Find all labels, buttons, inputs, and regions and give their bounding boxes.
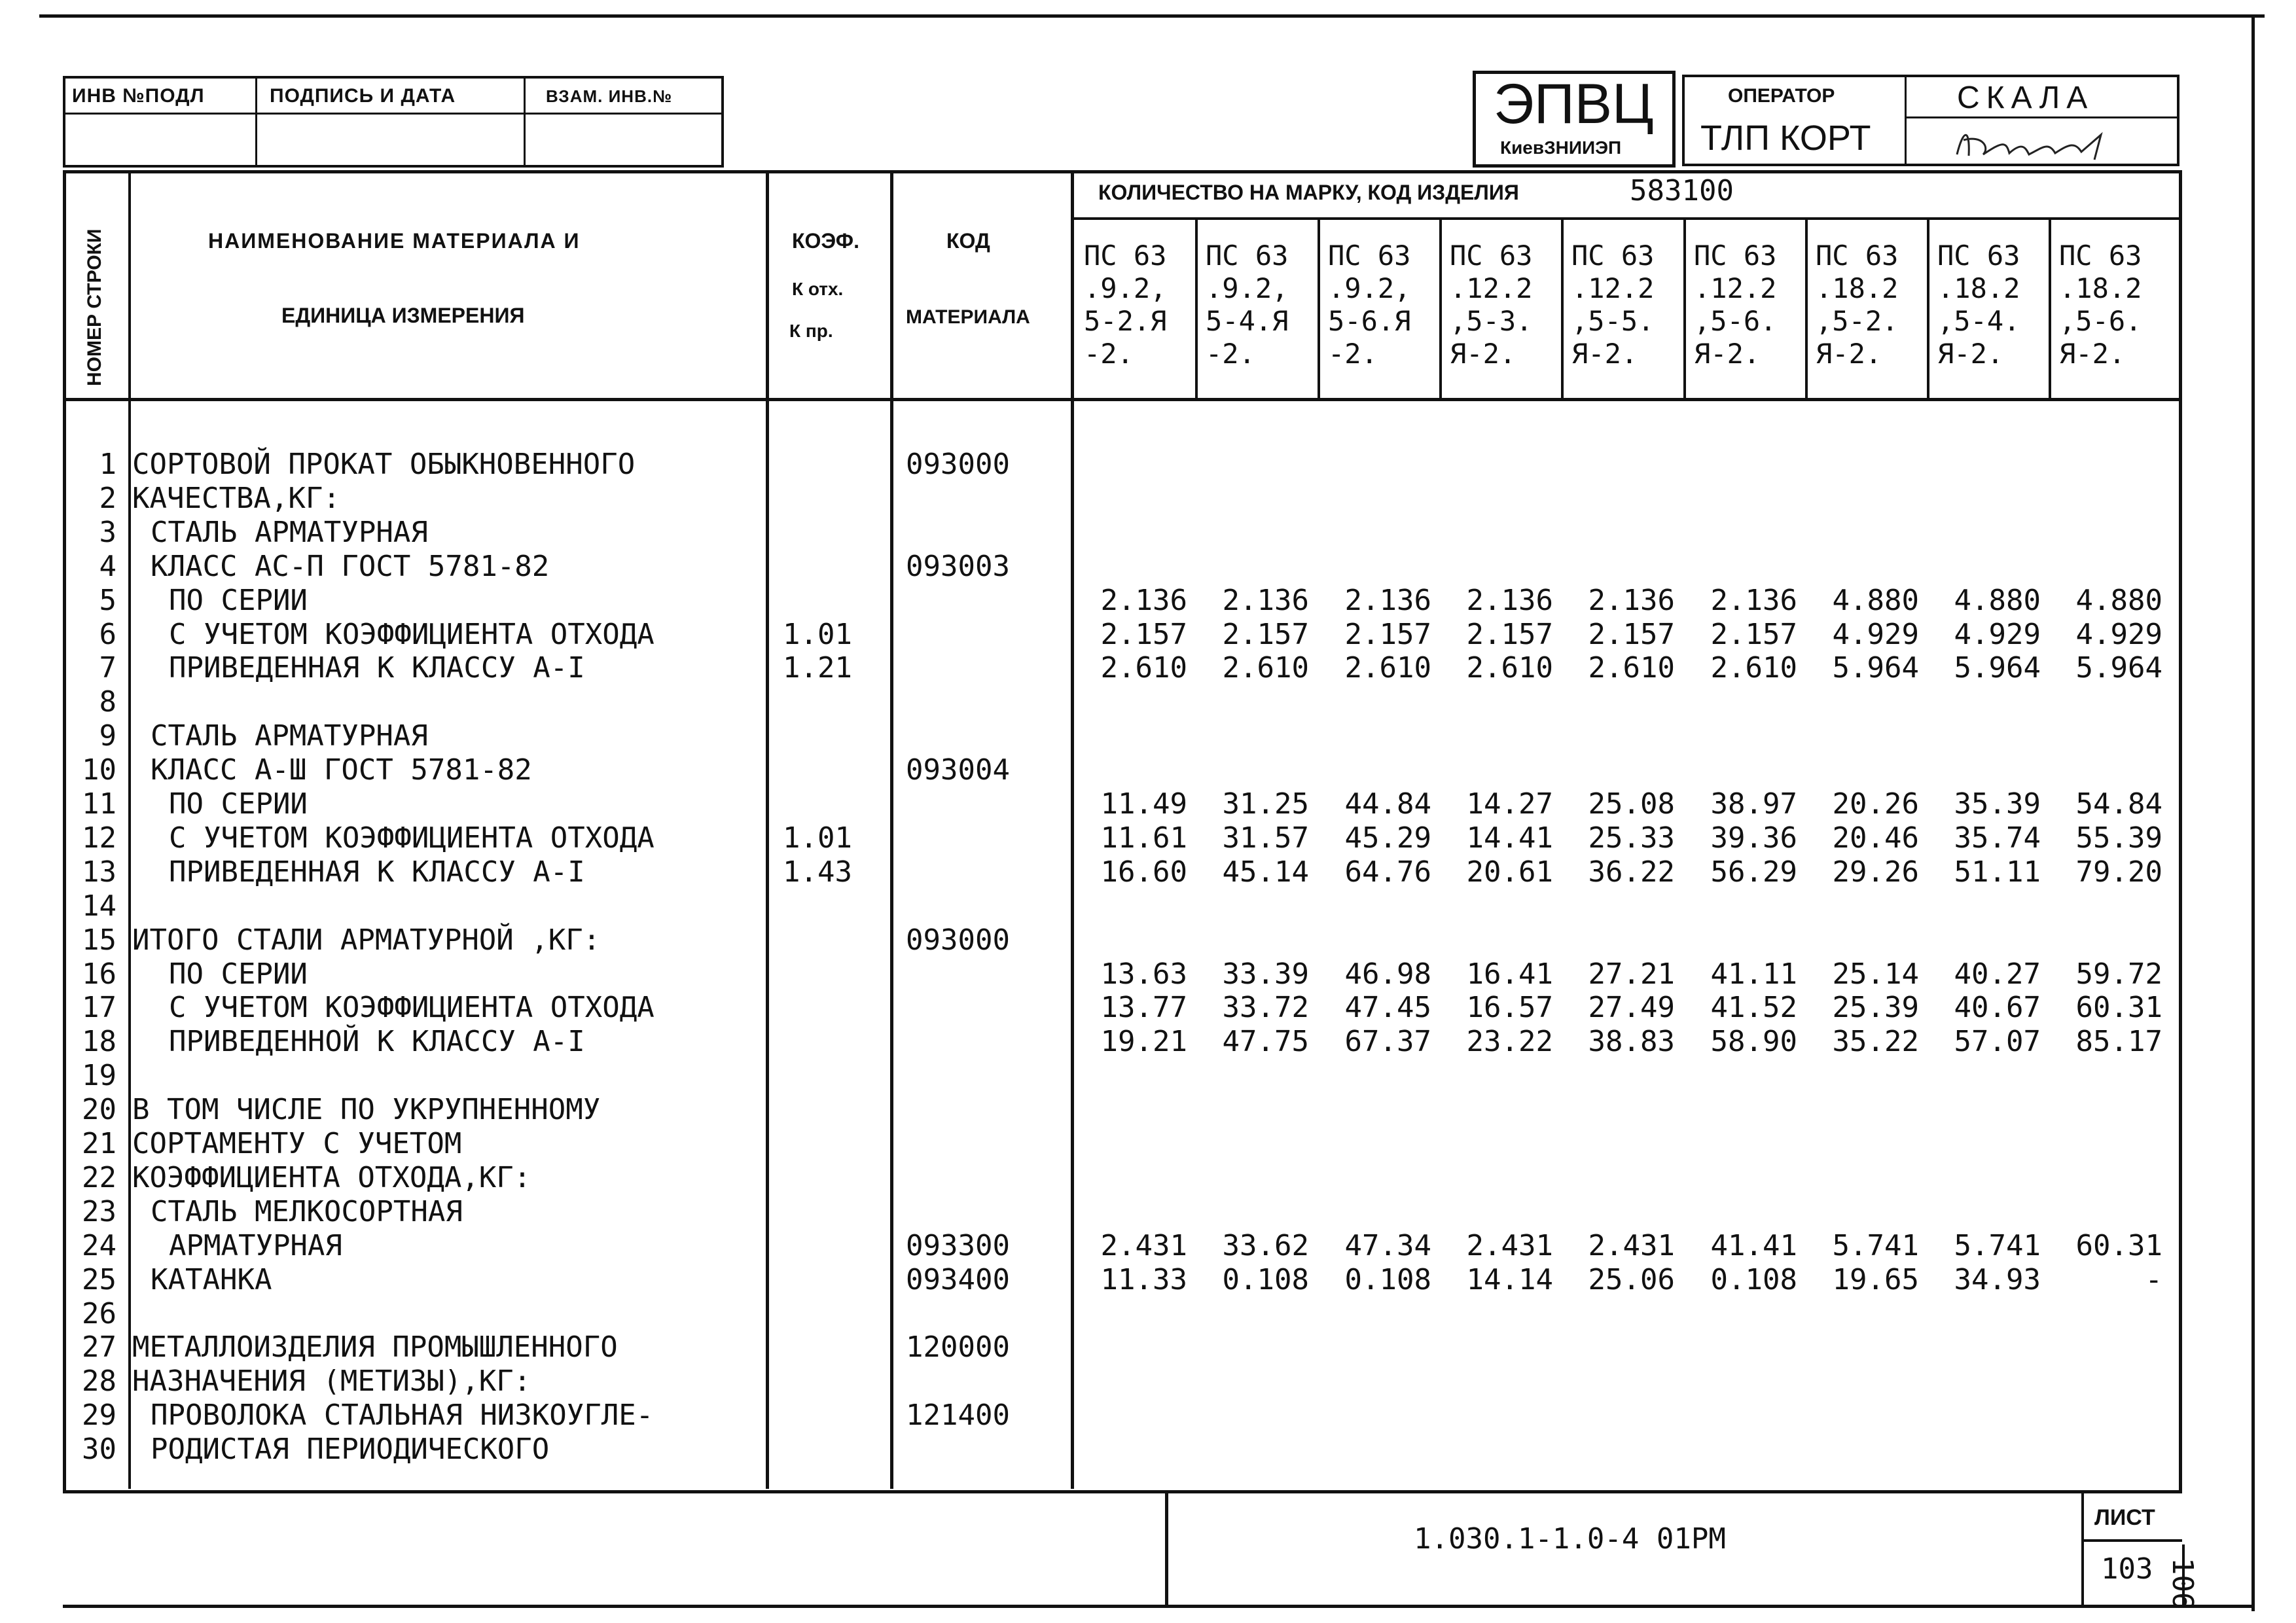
operator-label: ОПЕРАТОР <box>1728 85 1835 107</box>
row-number: 9 <box>99 719 117 753</box>
product-column-header-line: ,5-6. <box>2059 305 2142 337</box>
product-column-header-line: .9.2, <box>1206 272 1289 304</box>
quantity-value: 0.108 <box>1344 1263 1431 1296</box>
coefficient: 1.43 <box>783 855 852 889</box>
product-column-header-line: .9.2, <box>1084 272 1167 304</box>
row-number: 14 <box>82 889 117 923</box>
quantity-value: 47.75 <box>1222 1025 1309 1058</box>
quantity-value: 40.27 <box>1954 957 2041 991</box>
product-column-header-line: Я-2. <box>1816 338 1882 370</box>
quantity-value: 5.964 <box>1954 651 2041 685</box>
product-col-sep <box>1805 220 1808 401</box>
product-column-header-line: -2. <box>1084 338 1134 370</box>
quantity-value: 2.157 <box>1344 618 1431 651</box>
quantity-value: 2.431 <box>1466 1229 1553 1262</box>
material-name: МЕТАЛЛОИЗДЕЛИЯ ПРОМЫШЛЕННОГО <box>132 1330 618 1364</box>
quantity-value: 14.14 <box>1466 1263 1553 1296</box>
quantity-value: 0.108 <box>1710 1263 1797 1296</box>
quantity-value: 57.07 <box>1954 1025 2041 1058</box>
product-column-header <box>1816 240 1898 370</box>
name-header-line1: НАИМЕНОВАНИЕ МАТЕРИАЛА И <box>208 229 581 253</box>
quantity-value: 2.136 <box>1344 584 1431 617</box>
row-number: 28 <box>82 1364 117 1398</box>
footer-sheet-sep <box>2081 1492 2084 1607</box>
quantity-value: 79.20 <box>2075 855 2162 889</box>
quantity-value: 2.431 <box>1588 1229 1675 1262</box>
sheet-label: ЛИСТ <box>2094 1505 2155 1530</box>
quantity-value: 45.14 <box>1222 855 1309 889</box>
row-number: 21 <box>82 1127 117 1160</box>
row-number: 7 <box>99 651 117 685</box>
product-column-header-line: ПС 63 <box>1328 240 1411 272</box>
coef-header-line3: К пр. <box>789 321 833 341</box>
row-number: 23 <box>82 1195 117 1228</box>
quantity-value: 5.741 <box>1954 1229 2041 1262</box>
coefficient: 1.21 <box>783 651 852 685</box>
quantity-value: 67.37 <box>1344 1025 1431 1058</box>
row-number: 26 <box>82 1297 117 1330</box>
quantity-value: 2.610 <box>1344 651 1431 685</box>
row-number: 24 <box>82 1229 117 1262</box>
product-column-header-line: ПС 63 <box>1816 240 1899 272</box>
product-column-header-line: Я-2. <box>1450 338 1516 370</box>
product-column-header-line: .12.2 <box>1450 272 1533 304</box>
material-name: КОЭФФИЦИЕНТА ОТХОДА,КГ: <box>132 1161 531 1194</box>
header-divider <box>63 398 2182 401</box>
quantity-value: 47.45 <box>1344 991 1431 1024</box>
quantity-value: 16.41 <box>1466 957 1553 991</box>
quantity-value: 27.49 <box>1588 991 1675 1024</box>
row-number: 22 <box>82 1161 117 1194</box>
product-column-header-line: .18.2 <box>2059 272 2142 304</box>
quantity-value: 25.33 <box>1588 821 1675 855</box>
coef-header-line1: КОЭФ. <box>792 229 859 253</box>
material-name: В ТОМ ЧИСЛЕ ПО УКРУПНЕННОМУ <box>132 1093 601 1126</box>
product-column-header-line: ,5-5. <box>1571 305 1655 337</box>
quantity-value: 5.964 <box>1832 651 1919 685</box>
quantity-value: 2.610 <box>1222 651 1309 685</box>
quantity-value: - <box>2145 1263 2162 1296</box>
quantity-value: 34.93 <box>1954 1263 2041 1296</box>
row-number: 18 <box>82 1025 117 1058</box>
product-col-sep <box>1683 220 1686 401</box>
material-name: НАЗНАЧЕНИЯ (МЕТИЗЫ),КГ: <box>132 1364 531 1398</box>
quantity-value: 25.14 <box>1832 957 1919 991</box>
row-number: 13 <box>82 855 117 889</box>
coefficient: 1.01 <box>783 618 852 651</box>
quantity-value: 25.08 <box>1588 787 1675 821</box>
product-col-sep <box>1927 220 1929 401</box>
product-column-header-line: -2. <box>1206 338 1255 370</box>
material-name: КАЧЕСТВА,КГ: <box>132 482 340 515</box>
quantity-value: 2.157 <box>1710 618 1797 651</box>
material-name: СТАЛЬ АРМАТУРНАЯ <box>151 516 428 549</box>
org-subtitle: КиевЗНИИЭП <box>1500 137 1622 158</box>
quantity-value: 39.36 <box>1710 821 1797 855</box>
quantity-value: 4.929 <box>1954 618 2041 651</box>
quantity-value: 36.22 <box>1588 855 1675 889</box>
product-column-header <box>2059 240 2142 370</box>
product-column-header-line: Я-2. <box>2059 338 2126 370</box>
material-name: С УЧЕТОМ КОЭФФИЦИЕНТА ОТХОДА <box>169 991 655 1024</box>
quantity-value: 2.157 <box>1100 618 1187 651</box>
product-column-header-line: Я-2. <box>1694 338 1761 370</box>
row-number: 27 <box>82 1330 117 1364</box>
quantity-value: 2.157 <box>1222 618 1309 651</box>
material-name: ПРИВЕДЕННОЙ К КЛАССУ А-I <box>169 1025 585 1058</box>
row-number: 6 <box>99 618 117 651</box>
quantity-value: 31.25 <box>1222 787 1309 821</box>
quantity-value: 2.431 <box>1100 1229 1187 1262</box>
row-number: 17 <box>82 991 117 1024</box>
quantity-value: 29.26 <box>1832 855 1919 889</box>
product-column-header <box>1450 240 1532 370</box>
footer-sep <box>1165 1492 1168 1607</box>
row-number: 25 <box>82 1263 117 1296</box>
material-code: 120000 <box>906 1330 1010 1364</box>
quantity-value: 40.67 <box>1954 991 2041 1024</box>
material-name: ПРОВОЛОКА СТАЛЬНАЯ НИЗКОУГЛЕ- <box>151 1399 654 1432</box>
material-name: АРМАТУРНАЯ <box>169 1229 342 1262</box>
product-column-header-line: .18.2 <box>1816 272 1899 304</box>
material-code: 093000 <box>906 448 1010 481</box>
row-number-header: НОМЕР СТРОКИ <box>84 228 105 386</box>
col-sep-num <box>128 170 131 1489</box>
qty-header: КОЛИЧЕСТВО НА МАРКУ, КОД ИЗДЕЛИЯ <box>1098 181 1519 204</box>
quantity-value: 14.27 <box>1466 787 1553 821</box>
product-column-header-line: Я-2. <box>1937 338 2004 370</box>
quantity-value: 33.62 <box>1222 1229 1309 1262</box>
product-col-sep <box>1318 220 1320 401</box>
quantity-value: 19.65 <box>1832 1263 1919 1296</box>
quantity-value: 4.880 <box>1832 584 1919 617</box>
quantity-value: 5.741 <box>1832 1229 1919 1262</box>
product-column-header-line: .9.2, <box>1328 272 1411 304</box>
material-name: СТАЛЬ АРМАТУРНАЯ <box>151 719 428 753</box>
material-name: РОДИСТАЯ ПЕРИОДИЧЕСКОГО <box>151 1433 550 1466</box>
col-sep-coef <box>890 170 893 1489</box>
product-col-sep <box>1195 220 1198 401</box>
footer-sheet-divider <box>2081 1539 2182 1542</box>
quantity-value: 60.31 <box>2075 991 2162 1024</box>
row-number: 8 <box>99 685 117 719</box>
right-rule <box>2251 14 2255 1611</box>
product-column-header-line: ПС 63 <box>1937 240 2020 272</box>
product-column-header-line: ,5-2. <box>1816 305 1899 337</box>
product-column-header-line: 5-4.Я <box>1206 305 1289 337</box>
quantity-value: 64.76 <box>1344 855 1431 889</box>
row-number: 10 <box>82 753 117 787</box>
system-name: СКАЛА <box>1957 80 2094 115</box>
material-code: 093003 <box>906 550 1010 583</box>
col-sep-code <box>1071 170 1074 1489</box>
product-column-header-line: ,5-4. <box>1937 305 2020 337</box>
quantity-value: 35.22 <box>1832 1025 1919 1058</box>
product-col-sep <box>1561 220 1564 401</box>
product-column-header <box>1694 240 1776 370</box>
quantity-value: 2.136 <box>1222 584 1309 617</box>
quantity-value: 33.72 <box>1222 991 1309 1024</box>
quantity-value: 16.57 <box>1466 991 1553 1024</box>
quantity-value: 13.77 <box>1100 991 1187 1024</box>
material-name: ПО СЕРИИ <box>169 584 308 617</box>
quantity-value: 33.39 <box>1222 957 1309 991</box>
product-column-header-line: .18.2 <box>1937 272 2020 304</box>
product-column-header <box>1571 240 1654 370</box>
material-name: КЛАСС АС-П ГОСТ 5781-82 <box>151 550 550 583</box>
quantity-value: 4.929 <box>2075 618 2162 651</box>
product-column-header <box>1206 240 1288 370</box>
quantity-value: 14.41 <box>1466 821 1553 855</box>
quantity-value: 25.06 <box>1588 1263 1675 1296</box>
col-sep-name <box>766 170 769 1489</box>
material-name: ПО СЕРИИ <box>169 957 308 991</box>
signature <box>1944 122 2153 165</box>
title-block <box>1473 71 2179 169</box>
podpis-data-label: ПОДПИСЬ И ДАТА <box>270 85 456 107</box>
row-number: 3 <box>99 516 117 549</box>
material-name: С УЧЕТОМ КОЭФФИЦИЕНТА ОТХОДА <box>169 618 655 651</box>
quantity-value: 35.39 <box>1954 787 2041 821</box>
material-name: ПРИВЕДЕННАЯ К КЛАССУ А-I <box>169 855 585 889</box>
product-column-header <box>1937 240 2020 370</box>
side-number: 106 <box>2166 1558 2199 1610</box>
quantity-value: 45.29 <box>1344 821 1431 855</box>
product-column-header-line: ПС 63 <box>1694 240 1777 272</box>
code-header-line2: МАТЕРИАЛА <box>906 306 1030 328</box>
quantity-value: 46.98 <box>1344 957 1431 991</box>
quantity-value: 2.610 <box>1100 651 1187 685</box>
row-number: 2 <box>99 482 117 515</box>
quantity-value: 2.610 <box>1588 651 1675 685</box>
quantity-value: 23.22 <box>1466 1025 1553 1058</box>
row-number: 4 <box>99 550 117 583</box>
product-column-header-line: ПС 63 <box>2059 240 2142 272</box>
org-name: ЭПВЦ <box>1494 73 1654 135</box>
quantity-value: 38.97 <box>1710 787 1797 821</box>
top-rule <box>39 14 2265 18</box>
qty-divider <box>1073 217 2182 220</box>
quantity-value: 35.74 <box>1954 821 2041 855</box>
operator-value: ТЛП КОРТ <box>1700 118 1871 158</box>
quantity-value: 55.39 <box>2075 821 2162 855</box>
quantity-value: 13.63 <box>1100 957 1187 991</box>
vzam-inv-label: ВЗАМ. ИНВ.№ <box>546 86 673 106</box>
material-code: 093400 <box>906 1263 1010 1296</box>
quantity-value: 19.21 <box>1100 1025 1187 1058</box>
quantity-value: 60.31 <box>2075 1229 2162 1262</box>
row-number: 16 <box>82 957 117 991</box>
quantity-value: 2.610 <box>1710 651 1797 685</box>
product-col-sep <box>2049 220 2051 401</box>
row-number: 19 <box>82 1059 117 1092</box>
product-column-header-line: -2. <box>1328 338 1378 370</box>
coefficient: 1.01 <box>783 821 852 855</box>
product-col-sep <box>1439 220 1442 401</box>
quantity-value: 58.90 <box>1710 1025 1797 1058</box>
quantity-value: 11.49 <box>1100 787 1187 821</box>
quantity-value: 2.136 <box>1588 584 1675 617</box>
quantity-value: 59.72 <box>2075 957 2162 991</box>
quantity-value: 85.17 <box>2075 1025 2162 1058</box>
quantity-value: 41.11 <box>1710 957 1797 991</box>
row-number: 12 <box>82 821 117 855</box>
quantity-value: 2.157 <box>1466 618 1553 651</box>
material-name: С УЧЕТОМ КОЭФФИЦИЕНТА ОТХОДА <box>169 821 655 855</box>
bottom-rule <box>63 1605 2254 1608</box>
sheet-number: 103 <box>2101 1552 2153 1586</box>
quantity-value: 54.84 <box>2075 787 2162 821</box>
product-code: 583100 <box>1630 174 1734 207</box>
product-column-header-line: ПС 63 <box>1450 240 1533 272</box>
code-header-line1: КОД <box>946 229 990 253</box>
material-name: СОРТАМЕНТУ С УЧЕТОМ <box>132 1127 462 1160</box>
quantity-value: 2.157 <box>1588 618 1675 651</box>
material-name: ПО СЕРИИ <box>169 787 308 821</box>
product-column-header-line: .12.2 <box>1571 272 1655 304</box>
quantity-value: 51.11 <box>1954 855 2041 889</box>
row-number: 11 <box>82 787 117 821</box>
quantity-value: 4.929 <box>1832 618 1919 651</box>
material-code: 093004 <box>906 753 1010 787</box>
inv-podl-label: ИНВ №ПОДЛ <box>72 85 205 107</box>
doc-code: 1.030.1-1.0-4 01РМ <box>1414 1522 1726 1556</box>
product-column-header-line: ПС 63 <box>1206 240 1289 272</box>
quantity-value: 20.61 <box>1466 855 1553 889</box>
quantity-value: 31.57 <box>1222 821 1309 855</box>
quantity-value: 47.34 <box>1344 1229 1431 1262</box>
quantity-value: 16.60 <box>1100 855 1187 889</box>
quantity-value: 2.136 <box>1710 584 1797 617</box>
product-column-header-line: ПС 63 <box>1084 240 1167 272</box>
row-number: 20 <box>82 1093 117 1126</box>
quantity-value: 2.136 <box>1100 584 1187 617</box>
product-column-header <box>1084 240 1166 370</box>
quantity-value: 4.880 <box>1954 584 2041 617</box>
row-number: 1 <box>99 448 117 481</box>
row-number: 5 <box>99 584 117 617</box>
quantity-value: 56.29 <box>1710 855 1797 889</box>
quantity-value: 38.83 <box>1588 1025 1675 1058</box>
quantity-value: 25.39 <box>1832 991 1919 1024</box>
row-number: 29 <box>82 1399 117 1432</box>
quantity-value: 11.61 <box>1100 821 1187 855</box>
quantity-value: 2.136 <box>1466 584 1553 617</box>
material-code: 093300 <box>906 1229 1010 1262</box>
material-name: КЛАСС А-Ш ГОСТ 5781-82 <box>151 753 532 787</box>
quantity-value: 4.880 <box>2075 584 2162 617</box>
quantity-value: 2.610 <box>1466 651 1553 685</box>
product-column-header-line: 5-6.Я <box>1328 305 1411 337</box>
quantity-value: 41.41 <box>1710 1229 1797 1262</box>
material-code: 093000 <box>906 923 1010 957</box>
product-column-header <box>1328 240 1410 370</box>
product-column-header-line: 5-2.Я <box>1084 305 1167 337</box>
material-name: КАТАНКА <box>151 1263 272 1296</box>
quantity-value: 20.26 <box>1832 787 1919 821</box>
product-column-header-line: Я-2. <box>1571 338 1638 370</box>
product-column-header-line: ПС 63 <box>1571 240 1655 272</box>
product-column-header-line: ,5-6. <box>1694 305 1777 337</box>
quantity-value: 41.52 <box>1710 991 1797 1024</box>
row-number: 30 <box>82 1433 117 1466</box>
row-number: 15 <box>82 923 117 957</box>
quantity-value: 11.33 <box>1100 1263 1187 1296</box>
quantity-value: 5.964 <box>2075 651 2162 685</box>
material-name: ИТОГО СТАЛИ АРМАТУРНОЙ ,КГ: <box>132 923 601 957</box>
quantity-value: 44.84 <box>1344 787 1431 821</box>
material-name: ПРИВЕДЕННАЯ К КЛАССУ А-I <box>169 651 585 685</box>
coef-header-line2: К отх. <box>792 279 844 299</box>
material-code: 121400 <box>906 1399 1010 1432</box>
product-column-header-line: .12.2 <box>1694 272 1777 304</box>
product-column-header-line: ,5-3. <box>1450 305 1533 337</box>
material-name: СОРТОВОЙ ПРОКАТ ОБЫКНОВЕННОГО <box>132 448 636 481</box>
name-header-line2: ЕДИНИЦА ИЗМЕРЕНИЯ <box>281 304 525 327</box>
material-name: СТАЛЬ МЕЛКОСОРТНАЯ <box>151 1195 463 1228</box>
quantity-value: 20.46 <box>1832 821 1919 855</box>
quantity-value: 27.21 <box>1588 957 1675 991</box>
stamp-top <box>63 76 724 168</box>
quantity-value: 0.108 <box>1222 1263 1309 1296</box>
